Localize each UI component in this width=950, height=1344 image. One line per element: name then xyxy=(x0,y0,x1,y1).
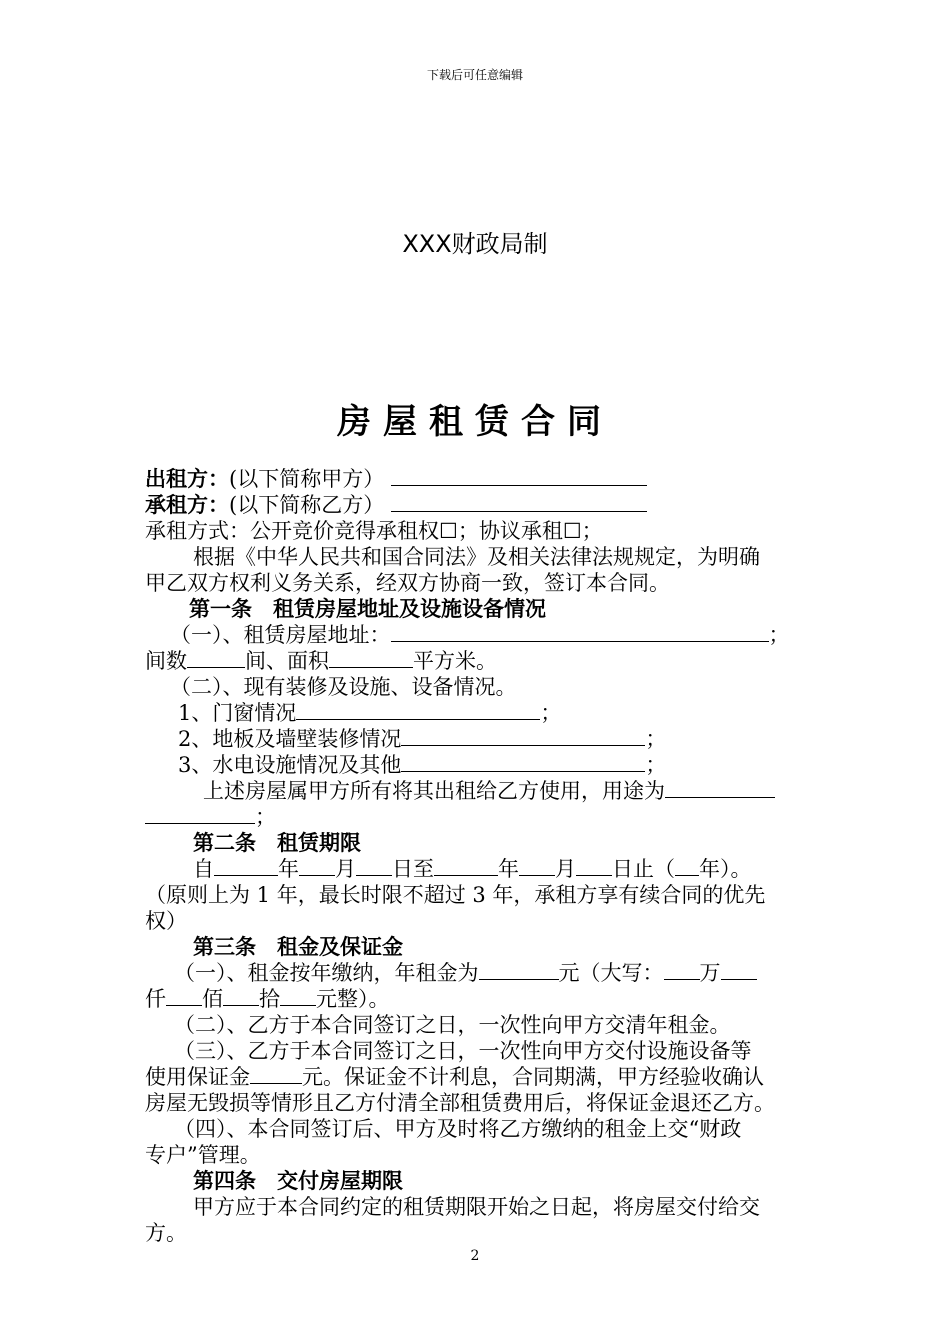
deposit-line-1: （三）、乙方于本合同签订之日，一次性向甲方交付设施设备等 xyxy=(174,1039,752,1063)
usage-blank-2 xyxy=(145,805,255,824)
item-windows-label: 1、门窗情况 xyxy=(178,701,297,725)
address-blank xyxy=(391,623,769,642)
lessee-label: 承租方： xyxy=(145,492,229,517)
deposit-rest: 元。保证金不计利息，合同期满，甲方经验收确认 xyxy=(302,1065,764,1089)
rent-line-2 xyxy=(145,986,390,1012)
rent-qian: 仟 xyxy=(145,987,166,1011)
header-note: 下载后可任意编辑 xyxy=(426,68,523,82)
rent-yuan: 元整）。 xyxy=(316,987,390,1011)
item-floor-label: 2、地板及墙壁装修情况 xyxy=(178,727,402,751)
usage-end: ； xyxy=(255,805,276,829)
lessor-rest: (以下简称甲方） xyxy=(229,467,385,491)
article1-heading: 第一条 租赁房屋地址及设施设备情况 xyxy=(189,596,546,621)
end-year-blank xyxy=(434,857,498,876)
item-utilities-end: ； xyxy=(645,753,667,777)
equipment-heading: （二）、现有装修及设施、设备情况。 xyxy=(170,675,517,699)
item-floor-end: ； xyxy=(645,727,667,751)
deposit-line-3: 房屋无毁损等情形且乙方付清全部租赁费用后，将保证金退还乙方。 xyxy=(145,1091,775,1115)
rent-caps-label: 元（大写： xyxy=(558,961,664,985)
term-year-1: 年 xyxy=(278,857,299,881)
start-day-blank xyxy=(356,857,392,876)
term-month-2: 月 xyxy=(555,857,576,881)
address-line xyxy=(170,622,790,648)
rooms-line xyxy=(145,648,497,674)
lessor-label: 出租方： xyxy=(145,466,229,491)
rent-label: （一）、租金按年缴纳，年租金为 xyxy=(174,961,479,985)
usage-label: 上述房屋属甲方所有将其出租给乙方使用，用途为 xyxy=(203,779,665,803)
intro-line-2: 甲乙双方权利义务关系，经双方协商一致，签订本合同。 xyxy=(145,571,670,595)
deposit-line-2 xyxy=(145,1064,764,1090)
lessor-blank xyxy=(391,467,647,486)
fiscal-line-2: 专户”管理。 xyxy=(145,1143,261,1167)
usage-line xyxy=(203,778,775,804)
start-year-blank xyxy=(214,857,278,876)
term-note-1: （原则上为 1 年，最长时限不超过 3 年，承租方享有续合同的优先 xyxy=(145,883,766,907)
lessee-blank xyxy=(391,493,647,512)
article3-heading: 第三条 租金及保证金 xyxy=(193,934,403,959)
term-years-blank xyxy=(675,857,699,876)
item-floor xyxy=(178,726,666,752)
rent-amount-blank xyxy=(479,961,559,980)
item-windows-end: ； xyxy=(540,701,562,725)
area-blank xyxy=(329,649,413,668)
rent-shi-blank xyxy=(223,987,259,1006)
lessee-rest: (以下简称乙方） xyxy=(229,493,385,517)
item-utilities-blank xyxy=(401,753,645,772)
rent-shi: 拾 xyxy=(259,987,280,1011)
intro-line-1: 根据《中华人民共和国合同法》及相关法律法规规定，为明确 xyxy=(193,545,760,569)
item-utilities xyxy=(178,752,666,778)
rent-wan-blank xyxy=(664,961,700,980)
address-end: ； xyxy=(768,623,790,647)
usage-blank-1 xyxy=(665,779,775,798)
deposit-label: 使用保证金 xyxy=(145,1065,250,1089)
address-label: （一）、租赁房屋地址： xyxy=(170,623,391,647)
term-from: 自 xyxy=(193,857,214,881)
item-utilities-label: 3、水电设施情况及其他 xyxy=(178,753,402,777)
rent-payment-clause: （二）、乙方于本合同签订之日，一次性向甲方交清年租金。 xyxy=(174,1013,731,1037)
end-month-blank xyxy=(519,857,555,876)
lessee-line xyxy=(145,492,647,518)
article4-heading: 第四条 交付房屋期限 xyxy=(193,1168,403,1193)
start-month-blank xyxy=(299,857,335,876)
rental-method: 承租方式：公开竞价竞得承租权☐；协议承租☐； xyxy=(145,519,603,543)
rent-bai-blank xyxy=(166,987,202,1006)
usage-line-2 xyxy=(145,804,276,830)
term-years-end: 年）。 xyxy=(699,857,752,881)
term-line xyxy=(193,856,752,882)
end-day-blank xyxy=(576,857,612,876)
rent-bai: 佰 xyxy=(202,987,223,1011)
rent-line-1 xyxy=(174,960,757,986)
contract-title: 房屋租赁合同 xyxy=(337,402,613,442)
rooms-blank xyxy=(187,649,245,668)
term-note-2: 权） xyxy=(145,909,187,933)
rent-yuan-blank xyxy=(280,987,316,1006)
deposit-blank xyxy=(250,1065,302,1084)
issuer-line: XXX财政局制 xyxy=(402,230,548,258)
term-day-to: 日至 xyxy=(392,857,434,881)
term-year-2: 年 xyxy=(498,857,519,881)
lessor-line xyxy=(145,466,647,492)
rent-qian-blank xyxy=(721,961,757,980)
term-month-1: 月 xyxy=(335,857,356,881)
fiscal-line-1: （四）、本合同签订后、甲方及时将乙方缴纳的租金上交“财政 xyxy=(174,1117,742,1141)
rent-wan: 万 xyxy=(699,961,721,985)
page-number: 2 xyxy=(470,1248,480,1264)
item-windows xyxy=(178,700,561,726)
delivery-line-1: 甲方应于本合同约定的租赁期限开始之日起，将房屋交付给交 xyxy=(193,1195,760,1219)
delivery-line-2: 方。 xyxy=(145,1221,187,1245)
area-unit: 平方米。 xyxy=(413,649,497,673)
article2-heading: 第二条 租赁期限 xyxy=(193,830,361,855)
item-floor-blank xyxy=(401,727,645,746)
term-until: 日止（ xyxy=(612,857,675,881)
item-windows-blank xyxy=(296,701,540,720)
rooms-label: 间数 xyxy=(145,649,187,673)
area-label: 间、面积 xyxy=(245,649,329,673)
